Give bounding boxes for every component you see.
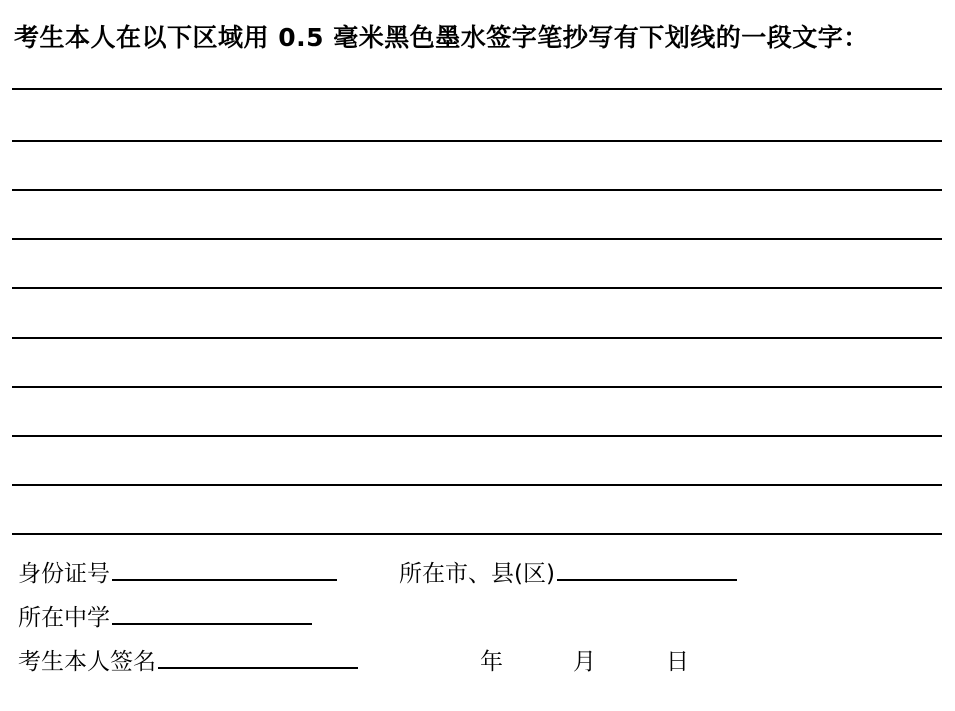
id-number-blank[interactable] [112, 556, 337, 581]
writing-rule-line [12, 386, 942, 388]
id-number-label: 身份证号 [18, 561, 110, 587]
city-county-blank[interactable] [557, 556, 737, 581]
id-and-city-row [18, 552, 938, 596]
city-county-label: 所在市、县(区) [399, 561, 555, 587]
school-label: 所在中学 [18, 605, 110, 631]
writing-rule-line [12, 533, 942, 535]
school-blank[interactable] [112, 600, 312, 625]
writing-rule-line [12, 140, 942, 142]
writing-rule-line [12, 435, 942, 437]
writing-rule-line [12, 337, 942, 339]
day-label: 日 [666, 649, 689, 675]
signature-label: 考生本人签名 [18, 649, 156, 675]
signature-and-date-row [18, 640, 938, 684]
writing-rule-line [12, 88, 942, 90]
year-label: 年 [480, 649, 503, 675]
writing-rule-line [12, 189, 942, 191]
writing-rule-line [12, 238, 942, 240]
month-label: 月 [573, 649, 596, 675]
instruction-text: 考生本人在以下区域用 0.5 毫米黑色墨水签字笔抄写有下划线的一段文字： [14, 23, 869, 52]
writing-rule-line [12, 484, 942, 486]
school-row [18, 596, 938, 640]
fields-section [18, 552, 938, 684]
signature-blank[interactable] [158, 644, 358, 669]
writing-rule-line [12, 287, 942, 289]
